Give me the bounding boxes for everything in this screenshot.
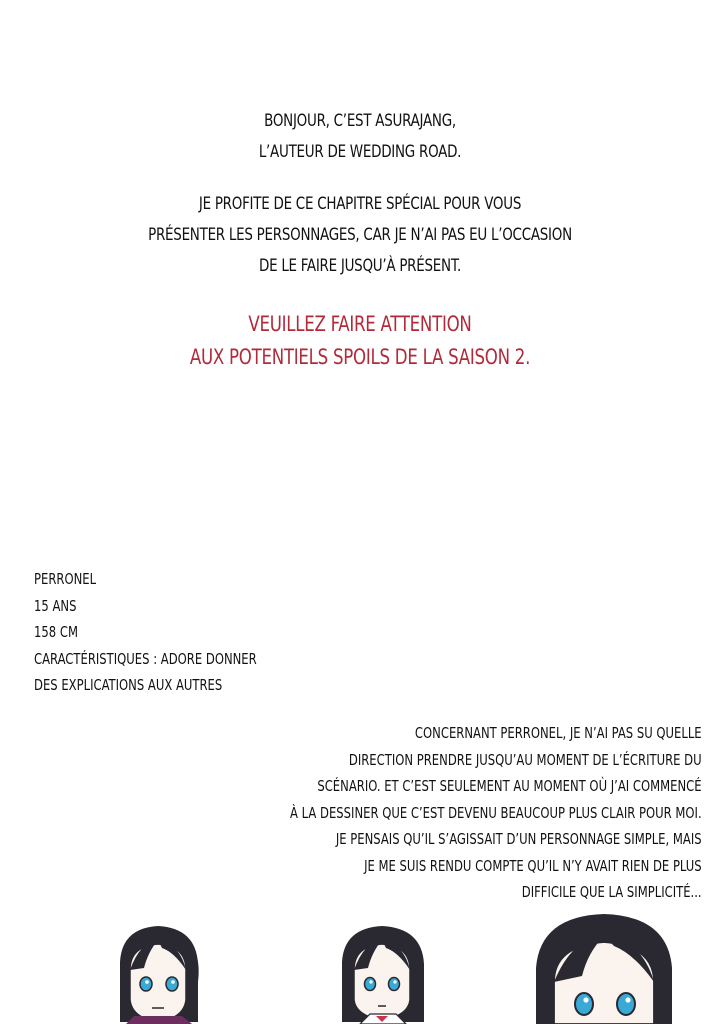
character-height: 158 CM [34, 623, 78, 641]
comment-line: DIFFICILE QUE LA SIMPLICITÉ... [522, 883, 702, 901]
comment-line: JE PENSAIS QU’IL S’AGISSAIT D’UN PERSONNAGE SIMPLE, MAIS [336, 830, 702, 848]
purpose-line: JE PROFITE DE CE CHAPITRE SPÉCIAL POUR VOUS [198, 194, 522, 214]
greeting-line: L’AUTEUR DE WEDDING ROAD. [258, 142, 462, 162]
author-comment [290, 720, 702, 906]
character-traits: CARACTÉRISTIQUES : ADORE DONNER [34, 649, 257, 668]
portrait-side-view [100, 922, 220, 1024]
character-name: PERRONEL [34, 570, 97, 588]
spoiler-warning [43, 308, 677, 374]
character-profile [34, 566, 257, 699]
comment-line: DIRECTION PRENDRE JUSQU’AU MOMENT DE L’ÉCRITURE DU [349, 750, 702, 769]
author-greeting [43, 106, 677, 168]
character-age: 15 ANS [34, 596, 77, 615]
portrait-front-view [330, 922, 440, 1024]
greeting-line: BONJOUR, C’EST ASURAJANG, [264, 111, 456, 131]
purpose-line: DE LE FAIRE JUSQU’À PRÉSENT. [258, 256, 462, 276]
portrait-close-up [528, 912, 678, 1024]
comment-line: JE ME SUIS RENDU COMPTE QU’IL N’Y AVAIT RIEN DE PLUS [364, 856, 702, 875]
chapter-purpose [43, 189, 677, 282]
warning-line: AUX POTENTIELS SPOILS DE LA SAISON 2. [189, 345, 531, 369]
warning-line: VEUILLEZ FAIRE ATTENTION [248, 312, 472, 336]
character-traits: DES EXPLICATIONS AUX AUTRES [34, 676, 223, 694]
comment-line: À LA DESSINER QUE C’EST DEVENU BEAUCOUP PLUS CLAIR POUR MOI. [290, 803, 702, 822]
comment-line: SCÉNARIO. ET C’EST SEULEMENT AU MOMENT OÙ J’AI COMMENCÉ [317, 777, 702, 795]
comment-line: CONCERNANT PERRONEL, JE N’AI PAS SU QUELLE [415, 724, 702, 742]
purpose-line: PRÉSENTER LES PERSONNAGES, CAR JE N’AI PAS EU L’OCCASION [148, 225, 572, 245]
character-portraits [0, 900, 720, 1024]
